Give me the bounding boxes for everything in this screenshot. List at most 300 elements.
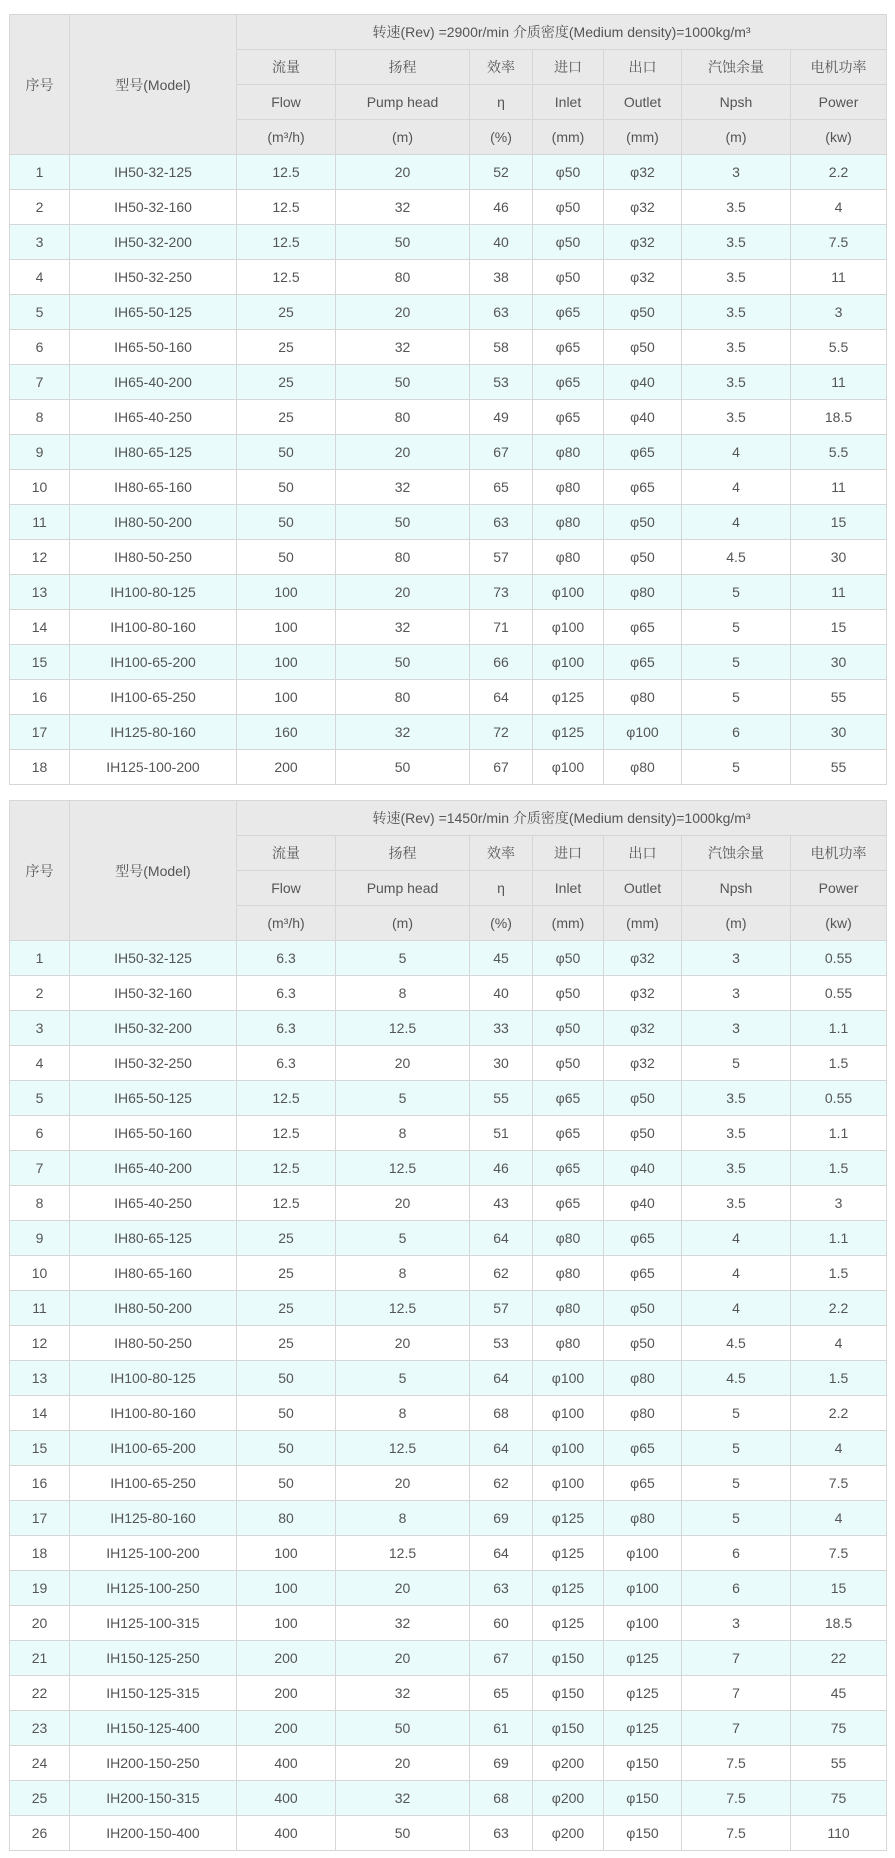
npsh-cell: 7	[682, 1641, 791, 1676]
inlet-cell: φ150	[533, 1676, 604, 1711]
inlet-cell: φ100	[533, 575, 604, 610]
flow-cell: 100	[237, 645, 336, 680]
table-row	[10, 1151, 887, 1186]
pump-head-cell: 8	[336, 1396, 470, 1431]
power-cell: 0.55	[791, 941, 887, 976]
power-cell: 4	[791, 190, 887, 225]
inlet-cell: φ50	[533, 190, 604, 225]
efficiency-cell: 69	[470, 1501, 533, 1536]
pump-head-cell: 50	[336, 1711, 470, 1746]
model-cell: IH50-32-160	[70, 976, 237, 1011]
outlet-header-en: Outlet	[604, 85, 682, 120]
efficiency-cell: 72	[470, 715, 533, 750]
power-header-en: Power	[791, 85, 887, 120]
outlet-cell: φ100	[604, 715, 682, 750]
npsh-cell: 3	[682, 155, 791, 190]
power-cell: 11	[791, 260, 887, 295]
pump-head-cell: 32	[336, 715, 470, 750]
efficiency-cell: 49	[470, 400, 533, 435]
model-cell: IH80-50-250	[70, 540, 237, 575]
table-row	[10, 1011, 887, 1046]
flow-cell: 25	[237, 365, 336, 400]
inlet-cell: φ80	[533, 435, 604, 470]
efficiency-cell: 65	[470, 470, 533, 505]
inlet-cell: φ125	[533, 1536, 604, 1571]
table-row	[10, 1291, 887, 1326]
pump-head-header-cn: 扬程	[336, 836, 470, 871]
table-row	[10, 1466, 887, 1501]
row-index-cell: 8	[10, 400, 70, 435]
model-cell: IH150-125-250	[70, 1641, 237, 1676]
row-index-cell: 13	[10, 575, 70, 610]
efficiency-header-en: η	[470, 871, 533, 906]
pump-head-cell: 32	[336, 470, 470, 505]
table-row	[10, 645, 887, 680]
inlet-cell: φ100	[533, 610, 604, 645]
power-cell: 7.5	[791, 1466, 887, 1501]
power-cell: 11	[791, 470, 887, 505]
npsh-header-cn: 汽蚀余量	[682, 836, 791, 871]
power-cell: 18.5	[791, 1606, 887, 1641]
outlet-cell: φ40	[604, 365, 682, 400]
table-row	[10, 1116, 887, 1151]
power-cell: 1.5	[791, 1361, 887, 1396]
table-row	[10, 1781, 887, 1816]
inlet-cell: φ150	[533, 1641, 604, 1676]
table-header	[10, 801, 887, 941]
pump-head-cell: 32	[336, 1606, 470, 1641]
row-index-cell: 5	[10, 295, 70, 330]
pump-head-cell: 12.5	[336, 1431, 470, 1466]
efficiency-header-cn: 效率	[470, 836, 533, 871]
outlet-cell: φ32	[604, 1011, 682, 1046]
table-row	[10, 575, 887, 610]
table-row	[10, 225, 887, 260]
inlet-header-cn: 进口	[533, 50, 604, 85]
inlet-header-unit: (mm)	[533, 906, 604, 941]
inlet-cell: φ50	[533, 976, 604, 1011]
efficiency-cell: 71	[470, 610, 533, 645]
npsh-cell: 3.5	[682, 260, 791, 295]
npsh-cell: 3	[682, 1606, 791, 1641]
flow-cell: 100	[237, 1571, 336, 1606]
inlet-cell: φ80	[533, 1326, 604, 1361]
efficiency-cell: 62	[470, 1256, 533, 1291]
power-cell: 1.1	[791, 1116, 887, 1151]
row-index-cell: 4	[10, 260, 70, 295]
pump-head-cell: 5	[336, 1361, 470, 1396]
power-cell: 1.5	[791, 1256, 887, 1291]
npsh-cell: 4	[682, 505, 791, 540]
flow-cell: 100	[237, 680, 336, 715]
inlet-cell: φ65	[533, 400, 604, 435]
row-index-cell: 5	[10, 1081, 70, 1116]
pump-head-cell: 8	[336, 1116, 470, 1151]
pump-head-header-unit: (m)	[336, 120, 470, 155]
outlet-cell: φ32	[604, 155, 682, 190]
row-index-cell: 10	[10, 1256, 70, 1291]
inlet-cell: φ65	[533, 1116, 604, 1151]
power-cell: 2.2	[791, 1396, 887, 1431]
row-index-cell: 20	[10, 1606, 70, 1641]
inlet-cell: φ65	[533, 1186, 604, 1221]
outlet-cell: φ65	[604, 470, 682, 505]
outlet-cell: φ150	[604, 1746, 682, 1781]
row-index-cell: 16	[10, 1466, 70, 1501]
table-row	[10, 976, 887, 1011]
table-row	[10, 680, 887, 715]
table-row	[10, 941, 887, 976]
table-row	[10, 1046, 887, 1081]
inlet-cell: φ80	[533, 1221, 604, 1256]
table-row	[10, 1606, 887, 1641]
inlet-cell: φ80	[533, 505, 604, 540]
outlet-cell: φ65	[604, 1221, 682, 1256]
row-index-cell: 18	[10, 750, 70, 785]
outlet-cell: φ32	[604, 976, 682, 1011]
power-cell: 75	[791, 1711, 887, 1746]
efficiency-cell: 60	[470, 1606, 533, 1641]
efficiency-cell: 38	[470, 260, 533, 295]
efficiency-header-unit: (%)	[470, 120, 533, 155]
pump-head-cell: 5	[336, 941, 470, 976]
row-index-cell: 4	[10, 1046, 70, 1081]
pump-head-cell: 80	[336, 540, 470, 575]
power-header-unit: (kw)	[791, 906, 887, 941]
pump-head-cell: 12.5	[336, 1151, 470, 1186]
pump-head-cell: 80	[336, 680, 470, 715]
row-index-cell: 19	[10, 1571, 70, 1606]
power-cell: 2.2	[791, 1291, 887, 1326]
power-cell: 4	[791, 1501, 887, 1536]
power-cell: 15	[791, 610, 887, 645]
model-cell: IH50-32-200	[70, 1011, 237, 1046]
efficiency-cell: 52	[470, 155, 533, 190]
model-cell: IH80-65-125	[70, 1221, 237, 1256]
inlet-cell: φ150	[533, 1711, 604, 1746]
inlet-cell: φ65	[533, 295, 604, 330]
flow-cell: 50	[237, 1431, 336, 1466]
outlet-cell: φ50	[604, 1326, 682, 1361]
power-cell: 45	[791, 1676, 887, 1711]
efficiency-cell: 43	[470, 1186, 533, 1221]
model-cell: IH100-80-160	[70, 1396, 237, 1431]
model-cell: IH150-125-400	[70, 1711, 237, 1746]
flow-cell: 12.5	[237, 1081, 336, 1116]
pump-head-cell: 80	[336, 260, 470, 295]
power-cell: 30	[791, 645, 887, 680]
outlet-cell: φ65	[604, 1466, 682, 1501]
npsh-cell: 3	[682, 976, 791, 1011]
flow-header-cn: 流量	[237, 50, 336, 85]
condition-header: 转速(Rev) =1450r/min 介质密度(Medium density)=1000kg/m³	[237, 801, 887, 836]
pump-spec-table-1450rpm	[9, 800, 887, 1851]
model-cell: IH100-65-200	[70, 645, 237, 680]
table-row	[10, 1536, 887, 1571]
outlet-header-unit: (mm)	[604, 906, 682, 941]
row-index-cell: 15	[10, 1431, 70, 1466]
row-index-cell: 2	[10, 190, 70, 225]
model-cell: IH200-150-250	[70, 1746, 237, 1781]
efficiency-cell: 64	[470, 1431, 533, 1466]
power-cell: 1.1	[791, 1011, 887, 1046]
flow-cell: 25	[237, 1221, 336, 1256]
pump-head-cell: 32	[336, 190, 470, 225]
outlet-header-en: Outlet	[604, 871, 682, 906]
outlet-cell: φ80	[604, 1361, 682, 1396]
power-cell: 1.5	[791, 1151, 887, 1186]
power-cell: 30	[791, 715, 887, 750]
pump-head-header-en: Pump head	[336, 871, 470, 906]
outlet-cell: φ40	[604, 400, 682, 435]
power-header-cn: 电机功率	[791, 836, 887, 871]
table-row	[10, 1571, 887, 1606]
inlet-cell: φ50	[533, 225, 604, 260]
outlet-header-unit: (mm)	[604, 120, 682, 155]
model-cell: IH80-65-160	[70, 470, 237, 505]
efficiency-cell: 33	[470, 1011, 533, 1046]
table-row	[10, 540, 887, 575]
npsh-cell: 4	[682, 1291, 791, 1326]
pump-head-cell: 20	[336, 1641, 470, 1676]
outlet-cell: φ100	[604, 1606, 682, 1641]
table-row	[10, 610, 887, 645]
row-index-cell: 12	[10, 1326, 70, 1361]
outlet-cell: φ50	[604, 295, 682, 330]
power-cell: 55	[791, 680, 887, 715]
table-row	[10, 295, 887, 330]
row-index-cell: 1	[10, 941, 70, 976]
pump-head-cell: 20	[336, 295, 470, 330]
npsh-header-unit: (m)	[682, 120, 791, 155]
efficiency-cell: 63	[470, 1571, 533, 1606]
row-index-cell: 1	[10, 155, 70, 190]
model-cell: IH65-40-200	[70, 365, 237, 400]
npsh-header-en: Npsh	[682, 85, 791, 120]
power-cell: 5.5	[791, 330, 887, 365]
outlet-cell: φ65	[604, 610, 682, 645]
outlet-header-cn: 出口	[604, 50, 682, 85]
index-header: 序号	[10, 15, 70, 155]
npsh-header-unit: (m)	[682, 906, 791, 941]
model-cell: IH65-50-160	[70, 1116, 237, 1151]
flow-cell: 160	[237, 715, 336, 750]
npsh-cell: 5	[682, 1046, 791, 1081]
outlet-cell: φ40	[604, 1186, 682, 1221]
pump-head-cell: 50	[336, 1816, 470, 1851]
model-cell: IH80-50-200	[70, 1291, 237, 1326]
pump-head-cell: 50	[336, 365, 470, 400]
inlet-cell: φ100	[533, 1361, 604, 1396]
npsh-cell: 7.5	[682, 1816, 791, 1851]
inlet-cell: φ65	[533, 330, 604, 365]
power-cell: 15	[791, 1571, 887, 1606]
npsh-cell: 4	[682, 1221, 791, 1256]
power-cell: 0.55	[791, 976, 887, 1011]
power-cell: 7.5	[791, 225, 887, 260]
npsh-cell: 7.5	[682, 1781, 791, 1816]
pump-head-cell: 20	[336, 1046, 470, 1081]
model-cell: IH100-65-250	[70, 680, 237, 715]
power-cell: 11	[791, 365, 887, 400]
pump-head-cell: 32	[336, 1676, 470, 1711]
outlet-cell: φ125	[604, 1641, 682, 1676]
pump-head-header-en: Pump head	[336, 85, 470, 120]
inlet-cell: φ125	[533, 715, 604, 750]
flow-cell: 400	[237, 1781, 336, 1816]
flow-cell: 25	[237, 1326, 336, 1361]
row-index-cell: 14	[10, 610, 70, 645]
inlet-cell: φ50	[533, 155, 604, 190]
power-cell: 3	[791, 1186, 887, 1221]
outlet-cell: φ32	[604, 225, 682, 260]
inlet-cell: φ80	[533, 1291, 604, 1326]
npsh-cell: 6	[682, 715, 791, 750]
table-body	[10, 155, 887, 785]
efficiency-cell: 40	[470, 225, 533, 260]
inlet-header-en: Inlet	[533, 871, 604, 906]
efficiency-cell: 69	[470, 1746, 533, 1781]
row-index-cell: 2	[10, 976, 70, 1011]
power-cell: 110	[791, 1816, 887, 1851]
flow-cell: 50	[237, 505, 336, 540]
outlet-cell: φ32	[604, 941, 682, 976]
model-cell: IH65-50-125	[70, 295, 237, 330]
table-row	[10, 1221, 887, 1256]
flow-cell: 400	[237, 1816, 336, 1851]
model-header: 型号(Model)	[70, 15, 237, 155]
table-row	[10, 1186, 887, 1221]
inlet-cell: φ65	[533, 1081, 604, 1116]
outlet-cell: φ80	[604, 1396, 682, 1431]
pump-head-cell: 50	[336, 645, 470, 680]
npsh-header-en: Npsh	[682, 871, 791, 906]
inlet-cell: φ200	[533, 1746, 604, 1781]
model-cell: IH80-50-200	[70, 505, 237, 540]
power-cell: 30	[791, 540, 887, 575]
row-index-cell: 23	[10, 1711, 70, 1746]
model-cell: IH125-100-200	[70, 750, 237, 785]
table-row	[10, 1501, 887, 1536]
table-row	[10, 1431, 887, 1466]
outlet-cell: φ65	[604, 1256, 682, 1291]
pump-head-cell: 20	[336, 155, 470, 190]
table-row	[10, 330, 887, 365]
npsh-cell: 3	[682, 1011, 791, 1046]
efficiency-header-en: η	[470, 85, 533, 120]
efficiency-cell: 53	[470, 1326, 533, 1361]
model-cell: IH100-80-160	[70, 610, 237, 645]
npsh-cell: 4.5	[682, 540, 791, 575]
pump-head-cell: 50	[336, 750, 470, 785]
npsh-cell: 3.5	[682, 190, 791, 225]
model-cell: IH80-50-250	[70, 1326, 237, 1361]
table-row	[10, 365, 887, 400]
table-row	[10, 1326, 887, 1361]
flow-cell: 50	[237, 1396, 336, 1431]
inlet-cell: φ65	[533, 1151, 604, 1186]
npsh-cell: 7.5	[682, 1746, 791, 1781]
row-index-cell: 22	[10, 1676, 70, 1711]
npsh-cell: 3.5	[682, 1116, 791, 1151]
model-cell: IH80-65-160	[70, 1256, 237, 1291]
outlet-cell: φ32	[604, 190, 682, 225]
npsh-cell: 7	[682, 1711, 791, 1746]
outlet-cell: φ50	[604, 1081, 682, 1116]
pump-head-cell: 20	[336, 1186, 470, 1221]
pump-head-cell: 5	[336, 1081, 470, 1116]
table-row	[10, 715, 887, 750]
row-index-cell: 26	[10, 1816, 70, 1851]
model-header: 型号(Model)	[70, 801, 237, 941]
outlet-cell: φ80	[604, 1501, 682, 1536]
efficiency-header-cn: 效率	[470, 50, 533, 85]
row-index-cell: 3	[10, 225, 70, 260]
pump-head-header-unit: (m)	[336, 906, 470, 941]
efficiency-cell: 57	[470, 540, 533, 575]
flow-cell: 25	[237, 295, 336, 330]
flow-header-en: Flow	[237, 871, 336, 906]
npsh-cell: 5	[682, 1501, 791, 1536]
table-row	[10, 190, 887, 225]
npsh-cell: 6	[682, 1536, 791, 1571]
pump-head-cell: 12.5	[336, 1291, 470, 1326]
flow-cell: 6.3	[237, 976, 336, 1011]
model-cell: IH80-65-125	[70, 435, 237, 470]
power-cell: 1.1	[791, 1221, 887, 1256]
inlet-header-cn: 进口	[533, 836, 604, 871]
table-row	[10, 470, 887, 505]
power-cell: 7.5	[791, 1536, 887, 1571]
inlet-cell: φ65	[533, 365, 604, 400]
efficiency-header-unit: (%)	[470, 906, 533, 941]
npsh-cell: 5	[682, 575, 791, 610]
inlet-cell: φ80	[533, 1256, 604, 1291]
inlet-header-en: Inlet	[533, 85, 604, 120]
row-index-cell: 16	[10, 680, 70, 715]
row-index-cell: 21	[10, 1641, 70, 1676]
efficiency-cell: 63	[470, 295, 533, 330]
row-index-cell: 6	[10, 330, 70, 365]
inlet-cell: φ50	[533, 260, 604, 295]
row-index-cell: 15	[10, 645, 70, 680]
efficiency-cell: 58	[470, 330, 533, 365]
model-cell: IH125-100-315	[70, 1606, 237, 1641]
model-cell: IH50-32-125	[70, 941, 237, 976]
model-cell: IH125-80-160	[70, 715, 237, 750]
flow-cell: 6.3	[237, 1011, 336, 1046]
flow-header-cn: 流量	[237, 836, 336, 871]
table-row	[10, 1361, 887, 1396]
npsh-cell: 3.5	[682, 1186, 791, 1221]
power-cell: 11	[791, 575, 887, 610]
power-cell: 3	[791, 295, 887, 330]
pump-head-cell: 80	[336, 400, 470, 435]
row-index-cell: 13	[10, 1361, 70, 1396]
model-cell: IH125-100-200	[70, 1536, 237, 1571]
row-index-cell: 17	[10, 715, 70, 750]
flow-cell: 200	[237, 1641, 336, 1676]
pump-head-cell: 20	[336, 1466, 470, 1501]
model-cell: IH65-50-125	[70, 1081, 237, 1116]
row-index-cell: 7	[10, 365, 70, 400]
flow-cell: 12.5	[237, 1186, 336, 1221]
efficiency-cell: 67	[470, 750, 533, 785]
power-header-cn: 电机功率	[791, 50, 887, 85]
row-index-cell: 18	[10, 1536, 70, 1571]
efficiency-cell: 40	[470, 976, 533, 1011]
efficiency-cell: 55	[470, 1081, 533, 1116]
